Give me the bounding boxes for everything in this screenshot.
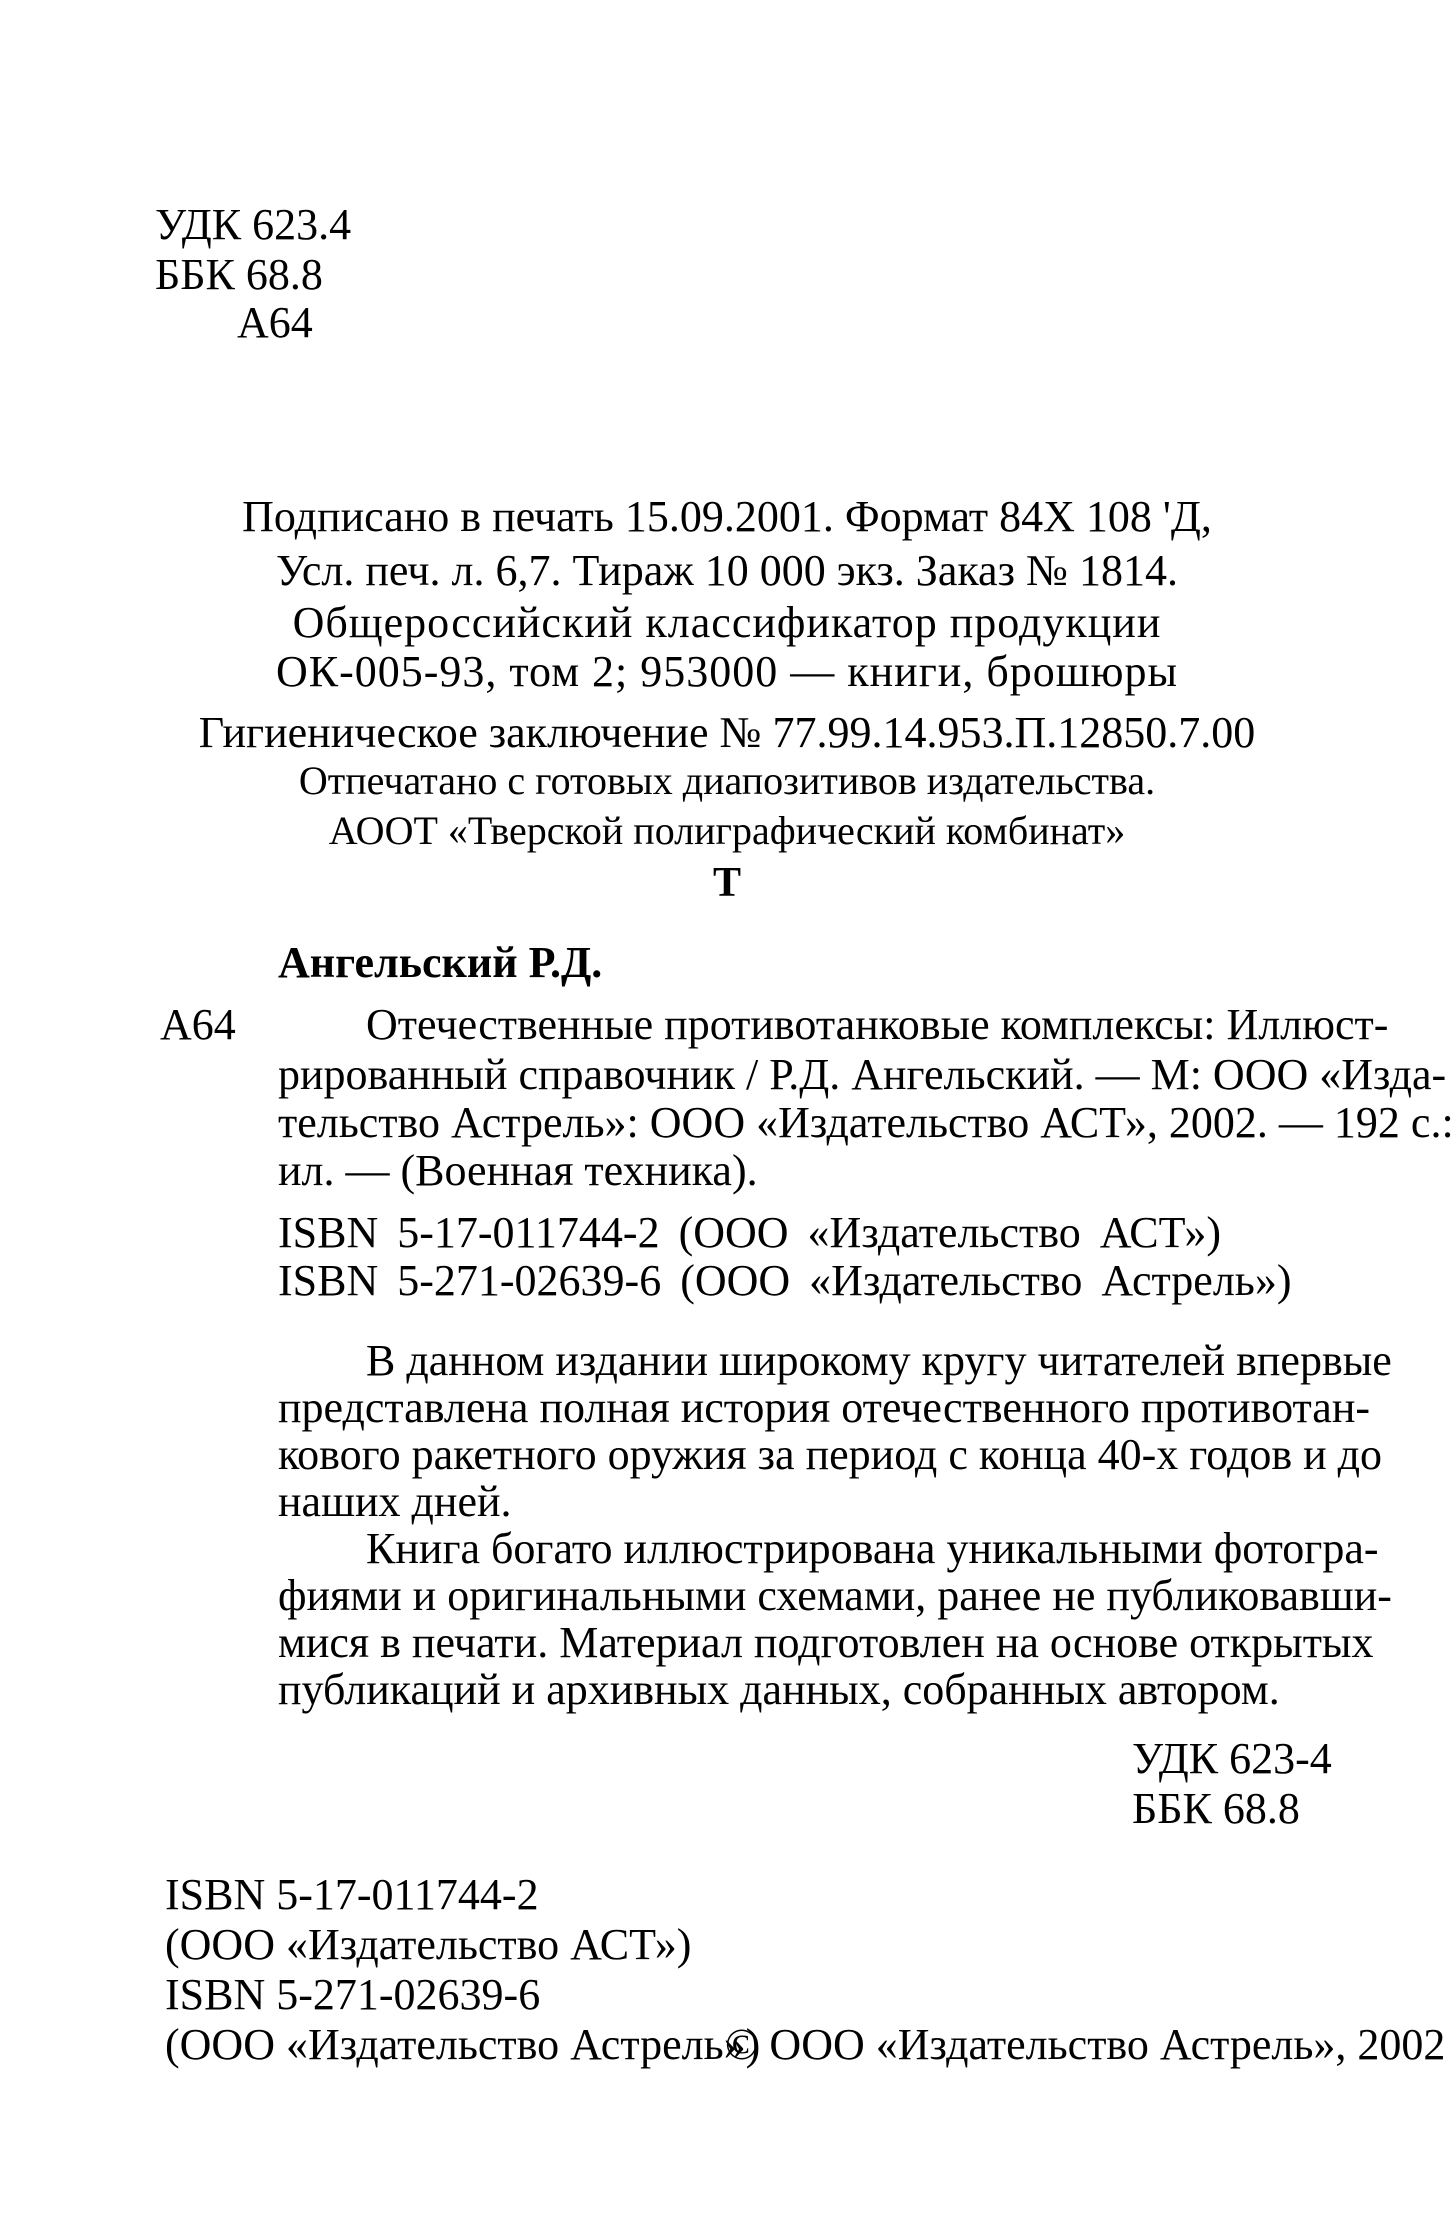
catalog-isbn-1: ISBN 5-17-011744-2 (ООО «Издательство АСТ») — [278, 1208, 1222, 1257]
annotation-p1-line-4: наших дней. — [278, 1477, 512, 1526]
printing-plant: АООТ «Тверской полиграфический комбинат» — [328, 808, 1126, 853]
classifier-line-2: ОК-005-93, том 2; 953000 — книги, брошюры — [275, 647, 1179, 696]
annotation-p2-line-3: мися в печати. Материал подготовлен на основе открытых — [278, 1618, 1374, 1667]
footer-publisher-1: (ООО «Издательство АСТ») — [165, 1920, 692, 1969]
catalog-desc-line-1: Отечественные противотанковые комплексы: Иллюст- — [366, 1000, 1389, 1049]
catalog-desc-line-4: ил. — (Военная техника). — [278, 1146, 758, 1195]
annotation-p1-line-2: представлена полная история отечественного противотан- — [278, 1383, 1371, 1432]
catalog-author: Ангельский Р.Д. — [278, 938, 603, 987]
imprint-line-1: Подписано в печать 15.09.2001. Формат 84Х 108 'Д, — [242, 492, 1212, 541]
footer-isbn-1: ISBN 5-17-011744-2 — [165, 1870, 539, 1919]
printer-mark-logo: Т — [712, 860, 741, 906]
udk-top: УДК 623.4 — [155, 200, 352, 249]
annotation-p2-line-2: фиями и оригинальными схемами, ранее не публиковавши- — [278, 1571, 1392, 1620]
annotation-p1-line-3: кового ракетного оружия за период с конца 40-х годов и до — [278, 1430, 1383, 1479]
footer-isbn-2: ISBN 5-271-02639-6 — [165, 1970, 541, 2019]
catalog-isbn-2: ISBN 5-271-02639-6 (ООО «Издательство Астрель») — [278, 1256, 1292, 1305]
copyright-notice: © ООО «Издательство Астрель», 2002 — [725, 2020, 1446, 2069]
classifier-line-1: Общероссийский классификатор продукции — [292, 598, 1162, 647]
catalog-desc-line-3: тельство Астрель»: ООО «Издательство АСТ», 2002. — 192 с.: — [278, 1098, 1454, 1147]
catalog-code: А64 — [160, 1000, 236, 1049]
annotation-p2-line-4: публикаций и архивных данных, собранных автором. — [278, 1665, 1280, 1714]
bbk-top: ББК 68.8 — [155, 250, 323, 299]
author-code-top: А64 — [237, 298, 313, 347]
footer-publisher-2: (ООО «Издательство Астрель») — [165, 2020, 761, 2069]
udk-bottom: УДК 623-4 — [1132, 1734, 1332, 1783]
imprint-line-2: Усл. печ. л. 6,7. Тираж 10 000 экз. Заказ № 1814. — [276, 546, 1178, 595]
catalog-desc-line-2: рированный справочник / Р.Д. Ангельский. — М: ООО «Изда- — [278, 1050, 1447, 1099]
printed-from: Отпечатано с готовых диапозитивов издательства. — [298, 758, 1156, 803]
bbk-bottom: ББК 68.8 — [1132, 1784, 1300, 1833]
annotation-p2-line-1: Книга богато иллюстрирована уникальными фотогра- — [366, 1524, 1379, 1573]
hygiene-conclusion: Гигиеническое заключение № 77.99.14.953.П.12850.7.00 — [198, 708, 1256, 757]
annotation-p1-line-1: В данном издании широкому кругу читателей впервые — [366, 1336, 1392, 1385]
